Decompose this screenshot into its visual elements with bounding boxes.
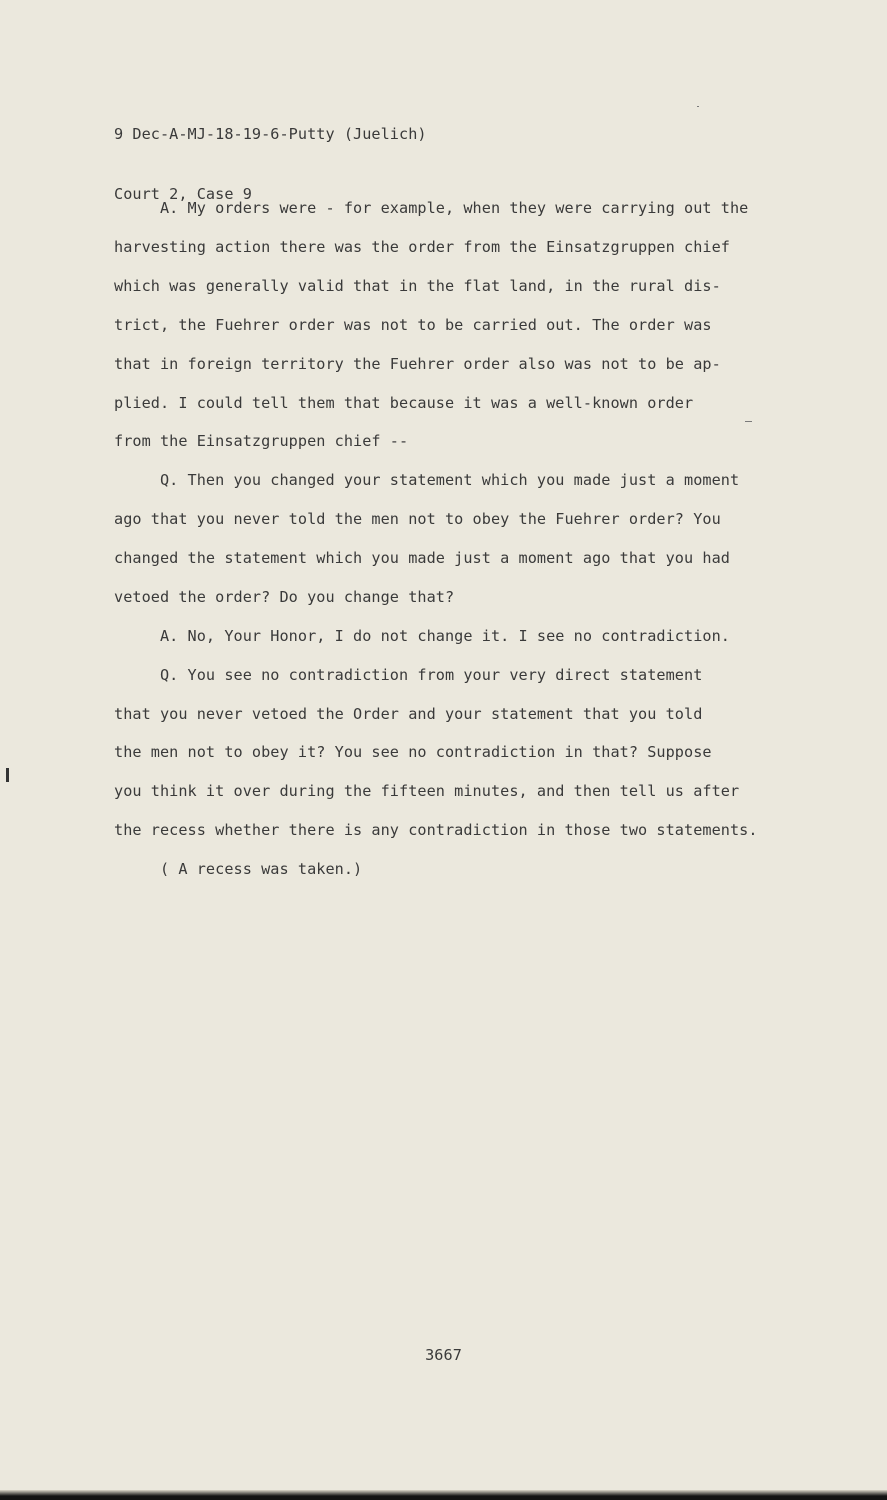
transcript-line: Q. You see no contradiction from your very direct statement — [114, 666, 703, 684]
transcript-line: changed the statement which you made just a moment ago that you had — [114, 549, 730, 567]
transcript-line: the recess whether there is any contradiction in those two statements. — [114, 821, 758, 839]
margin-dash-mark — [745, 421, 752, 422]
paper-speck — [697, 106, 699, 107]
transcript-line: A. My orders were - for example, when they were carrying out the — [114, 199, 749, 217]
court-case-label: Court 2, Case 9 — [114, 185, 252, 203]
document-reference: 9 Dec-A-MJ-18-19-6-Putty (Juelich) — [114, 125, 427, 143]
transcript-line: that in foreign territory the Fuehrer order also was not to be ap- — [114, 355, 721, 373]
transcript-line: A. No, Your Honor, I do not change it. I see no contradiction. — [114, 627, 730, 645]
transcript-line: the men not to obey it? You see no contradiction in that? Suppose — [114, 743, 712, 761]
binding-mark — [6, 768, 9, 782]
transcript-line: harvesting action there was the order from the Einsatzgruppen chief — [114, 238, 730, 256]
transcript-line: ago that you never told the men not to obey the Fuehrer order? You — [114, 510, 721, 528]
transcript-line: you think it over during the fifteen minutes, and then tell us after — [114, 782, 740, 800]
transcript-line: from the Einsatzgruppen chief -- — [114, 432, 409, 450]
transcript-line: which was generally valid that in the flat land, in the rural dis- — [114, 277, 721, 295]
transcript-line: plied. I could tell them that because it was a well-known order — [114, 394, 694, 412]
transcript-line: trict, the Fuehrer order was not to be carried out. The order was — [114, 316, 712, 334]
transcript-line: that you never vetoed the Order and your statement that you told — [114, 705, 703, 723]
page-number: 3667 — [425, 1346, 462, 1364]
document-header — [114, 84, 427, 244]
transcript-line: vetoed the order? Do you change that? — [114, 588, 455, 606]
transcript-line: ( A recess was taken.) — [114, 860, 363, 878]
transcript-line: Q. Then you changed your statement which you made just a moment — [114, 471, 740, 489]
